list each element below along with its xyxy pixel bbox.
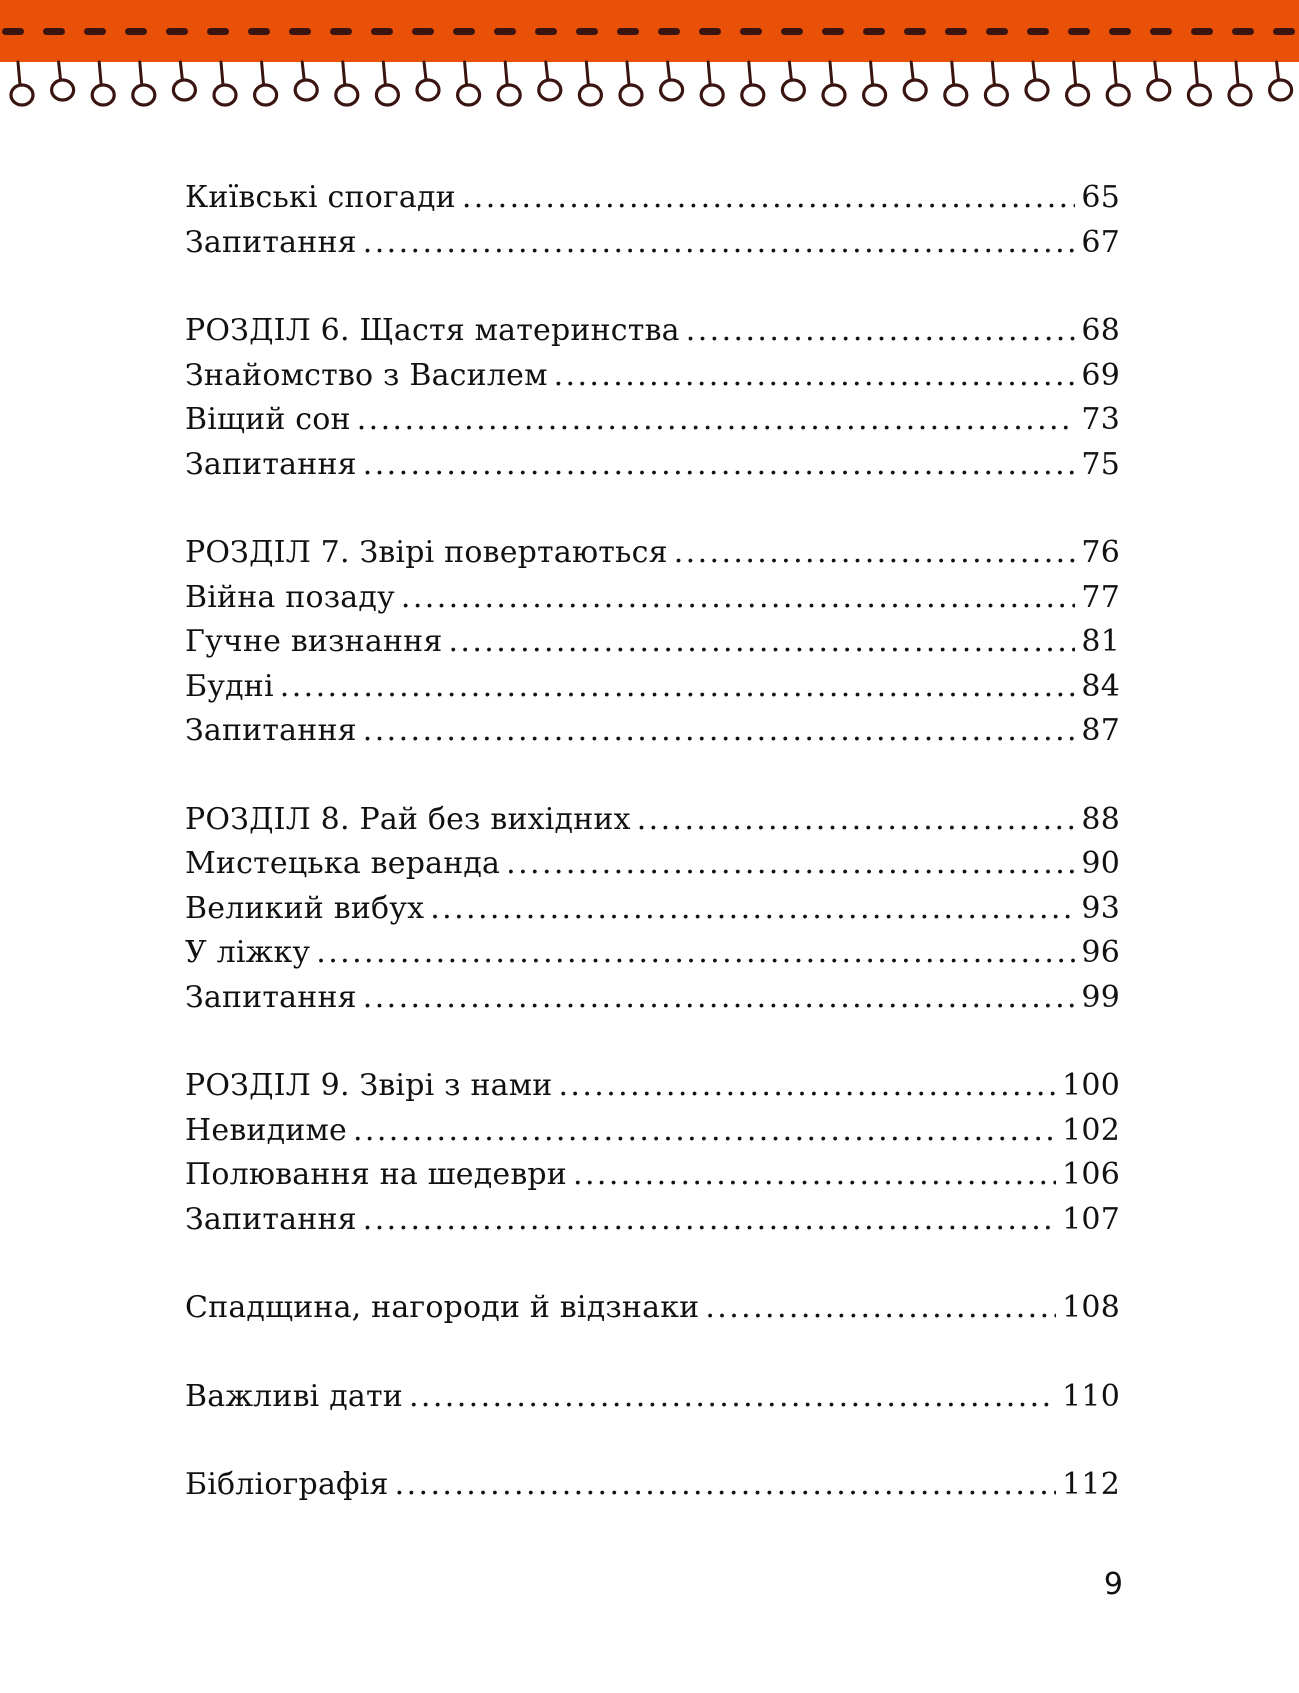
toc-dot-leader [363, 980, 1076, 1015]
toc-entry [185, 891, 1120, 936]
toc-entry-title: РОЗДІЛ 9. Звірі з нами [185, 1068, 553, 1103]
toc-entry-title: Запитання [185, 1201, 357, 1237]
tassel-string [1074, 62, 1076, 85]
tassel-string [1114, 62, 1116, 85]
toc-entry-page: 108 [1062, 1290, 1120, 1325]
stitch-dash [1191, 28, 1213, 35]
tassel-loop [864, 85, 886, 105]
toc-entry-page: 68 [1081, 313, 1120, 348]
stitch-dash [289, 28, 311, 35]
toc-entry-title: Запитання [185, 979, 357, 1015]
toc-entry-title: Важливі дати [185, 1378, 403, 1414]
toc-dot-leader [705, 1290, 1056, 1325]
toc-entry [185, 1068, 1120, 1113]
stitch-dash [43, 28, 65, 35]
stitch-dash [330, 28, 352, 35]
stitch-dash [535, 28, 557, 35]
toc-entry-title: Запитання [185, 224, 357, 260]
tassel-loop [336, 85, 358, 105]
toc-entry [185, 402, 1120, 447]
toc-entry-title: Будні [185, 668, 274, 704]
stitch-dash [1027, 28, 1049, 35]
toc-entry-page: 81 [1081, 624, 1120, 659]
tassel-string [424, 62, 426, 80]
tassel-loop [945, 85, 967, 105]
tassel-string [59, 62, 61, 80]
tassel-string [789, 62, 791, 80]
tassel-string [343, 62, 345, 85]
tassel-string [180, 62, 182, 80]
toc-entry-title: Запитання [185, 713, 357, 748]
tassel-loop [458, 85, 480, 105]
tassel-string [1033, 62, 1035, 80]
tassel-string [302, 62, 304, 80]
stitch-dash [1150, 28, 1172, 35]
toc-entry [185, 313, 1120, 358]
tassel-string [1155, 62, 1157, 80]
tassel-loop [539, 80, 561, 100]
toc-entry-page: 87 [1081, 713, 1120, 748]
tassel-string [952, 62, 954, 85]
tassel-loop [1107, 85, 1129, 105]
toc-group [185, 1379, 1120, 1424]
toc-dot-leader [363, 713, 1076, 748]
toc-entry-page: 99 [1081, 979, 1120, 1015]
toc-dot-leader [554, 358, 1076, 393]
tassel-loop [1188, 85, 1210, 105]
tassel-string [830, 62, 832, 85]
toc-entry [185, 1202, 1120, 1247]
toc-dot-leader [506, 846, 1075, 881]
tassel-loop [1148, 80, 1170, 100]
stitch-dash [248, 28, 270, 35]
toc-entry-page: 110 [1062, 1378, 1120, 1414]
toc-entry-title: Великий вибух [185, 890, 425, 926]
stitch-dash [84, 28, 106, 35]
tassel-loop [620, 85, 642, 105]
toc-entry-page: 65 [1081, 180, 1120, 215]
tassel-string [708, 62, 710, 85]
toc-entry-page: 77 [1081, 579, 1120, 615]
tassel-string [221, 62, 223, 85]
stitch-dash [822, 28, 844, 35]
tassel-string [262, 62, 264, 85]
toc-entry-page: 75 [1081, 446, 1120, 482]
tassel-string [546, 62, 548, 80]
toc-dot-leader [357, 402, 1076, 437]
tassel-loop [904, 80, 926, 100]
toc-entry [185, 580, 1120, 625]
toc-entry-page: 112 [1062, 1467, 1120, 1502]
toc-entry [185, 713, 1120, 758]
toc-dot-leader [409, 1379, 1056, 1414]
toc-entry [185, 225, 1120, 270]
toc-dot-leader [363, 447, 1076, 482]
stitch-dash [781, 28, 803, 35]
stitch-dash [1273, 28, 1295, 35]
tassel-loop [11, 85, 33, 105]
tassel-loop [985, 85, 1007, 105]
toc-entry [185, 1113, 1120, 1158]
toc-entry-title: Війна позаду [185, 579, 395, 615]
toc-entry [185, 980, 1120, 1025]
tassel-string [465, 62, 467, 85]
toc-entry-page: 73 [1081, 402, 1120, 437]
toc-dot-leader [430, 891, 1075, 926]
stitch-dash [863, 28, 885, 35]
toc-entry [185, 1157, 1120, 1202]
tassel-string [992, 62, 994, 85]
tassel-loop [823, 85, 845, 105]
stitch-dash [1232, 28, 1254, 35]
toc-entry-page: 69 [1081, 357, 1120, 393]
toc-entry-title: Київські спогади [185, 180, 456, 215]
toc-entry-page: 107 [1062, 1201, 1120, 1237]
toc-entry-title: Віщий сон [185, 402, 351, 437]
toc-entry [185, 935, 1120, 980]
toc-dot-leader [401, 580, 1076, 615]
toc-dot-leader [280, 669, 1076, 704]
toc-entry-title: Невидиме [185, 1112, 347, 1148]
toc-entry-title: РОЗДІЛ 7. Звірі повертаються [185, 535, 668, 570]
tassel-loop [92, 85, 114, 105]
stitch-dash [125, 28, 147, 35]
stitch-dash [2, 28, 24, 35]
tassel-string [18, 62, 20, 85]
toc-entry-title: Запитання [185, 446, 357, 482]
tassel-string [140, 62, 142, 85]
tassel-loop [52, 80, 74, 100]
tassel-string [668, 62, 670, 80]
toc-dot-leader [573, 1157, 1056, 1192]
stitch-dash [740, 28, 762, 35]
tassel-loop [742, 85, 764, 105]
toc-group [185, 1290, 1120, 1335]
stitch-dash [453, 28, 475, 35]
toc-entry [185, 180, 1120, 225]
toc-entry [185, 1467, 1120, 1512]
toc-entry [185, 447, 1120, 492]
toc-group [185, 1467, 1120, 1512]
stitch-dash [576, 28, 598, 35]
toc-entry [185, 1379, 1120, 1424]
toc-dot-leader [637, 802, 1076, 837]
table-of-contents [185, 180, 1120, 1556]
toc-entry-page: 102 [1062, 1112, 1120, 1148]
toc-entry [185, 624, 1120, 669]
tassel-loop [579, 85, 601, 105]
toc-entry-page: 106 [1062, 1157, 1120, 1192]
tassel-loop [782, 80, 804, 100]
tassel-string [871, 62, 873, 85]
tassel-loop [1229, 85, 1251, 105]
stitch-dash [699, 28, 721, 35]
stitch-dash [986, 28, 1008, 35]
toc-group [185, 180, 1120, 269]
header-tassels [11, 62, 1299, 105]
toc-entry-page: 90 [1081, 846, 1120, 881]
toc-entry-page: 76 [1081, 535, 1120, 570]
toc-entry [185, 358, 1120, 403]
toc-entry-title: Полювання на шедеври [185, 1157, 568, 1192]
toc-entry [185, 802, 1120, 847]
toc-group [185, 535, 1120, 758]
toc-group [185, 1068, 1120, 1246]
tassel-string [911, 62, 913, 80]
toc-group [185, 802, 1120, 1025]
tassel-loop [417, 80, 439, 100]
toc-entry-title: Бібліографія [185, 1467, 389, 1502]
toc-dot-leader [395, 1467, 1056, 1502]
tassel-loop [1026, 80, 1048, 100]
tassel-string [749, 62, 751, 85]
tassel-string [505, 62, 507, 85]
tassel-loop [701, 85, 723, 105]
tassel-loop [173, 80, 195, 100]
tassel-string [383, 62, 385, 85]
decorative-header-border [0, 0, 1299, 120]
toc-dot-leader [353, 1113, 1056, 1148]
stitch-dash [658, 28, 680, 35]
tassel-string [1236, 62, 1238, 85]
tassel-string [1277, 62, 1279, 80]
toc-dot-leader [363, 1202, 1056, 1237]
stitch-dash [617, 28, 639, 35]
stitch-dash [904, 28, 926, 35]
toc-dot-leader [363, 225, 1076, 260]
stitch-dash [412, 28, 434, 35]
tassel-string [99, 62, 101, 85]
toc-entry [185, 669, 1120, 714]
tassel-loop [661, 80, 683, 100]
toc-entry-page: 84 [1081, 668, 1120, 704]
toc-entry-page: 100 [1062, 1068, 1120, 1103]
stitch-dash [945, 28, 967, 35]
tassel-loop [498, 85, 520, 105]
stitch-dash [1068, 28, 1090, 35]
toc-dot-leader [462, 180, 1076, 215]
toc-entry-title: РОЗДІЛ 8. Рай без вихідних [185, 801, 631, 837]
tassel-loop [1067, 85, 1089, 105]
tassel-loop [214, 85, 236, 105]
toc-entry-title: Гучне визнання [185, 624, 443, 659]
toc-entry [185, 846, 1120, 891]
toc-entry [185, 535, 1120, 580]
toc-group [185, 313, 1120, 491]
toc-dot-leader [316, 935, 1075, 970]
toc-entry-title: Спадщина, нагороди й відзнаки [185, 1290, 700, 1325]
toc-entry-page: 96 [1081, 935, 1120, 970]
toc-entry-page: 88 [1081, 801, 1120, 837]
tassel-string [627, 62, 629, 85]
tassel-string [586, 62, 588, 85]
toc-dot-leader [448, 624, 1075, 659]
stitch-dash [1109, 28, 1131, 35]
tassel-loop [376, 85, 398, 105]
stitch-dash [371, 28, 393, 35]
stitch-dash [494, 28, 516, 35]
toc-entry [185, 1290, 1120, 1335]
stitch-dash [166, 28, 188, 35]
toc-dot-leader [686, 313, 1076, 348]
tassel-loop [133, 85, 155, 105]
tassel-string [1195, 62, 1197, 85]
toc-dot-leader [558, 1068, 1056, 1103]
header-orange-band [0, 0, 1299, 62]
toc-entry-title: РОЗДІЛ 6. Щастя материнства [185, 313, 680, 348]
tassel-loop [1270, 80, 1292, 100]
page-number: 9 [1103, 1567, 1123, 1602]
toc-entry-page: 67 [1081, 224, 1120, 260]
tassel-loop [295, 80, 317, 100]
toc-dot-leader [674, 535, 1076, 570]
tassel-loop [255, 85, 277, 105]
toc-entry-page: 93 [1081, 890, 1120, 926]
toc-entry-title: Знайомство з Василем [185, 357, 548, 393]
stitch-dash [207, 28, 229, 35]
toc-entry-title: У ліжку [185, 935, 311, 970]
toc-entry-title: Мистецька веранда [185, 846, 501, 881]
